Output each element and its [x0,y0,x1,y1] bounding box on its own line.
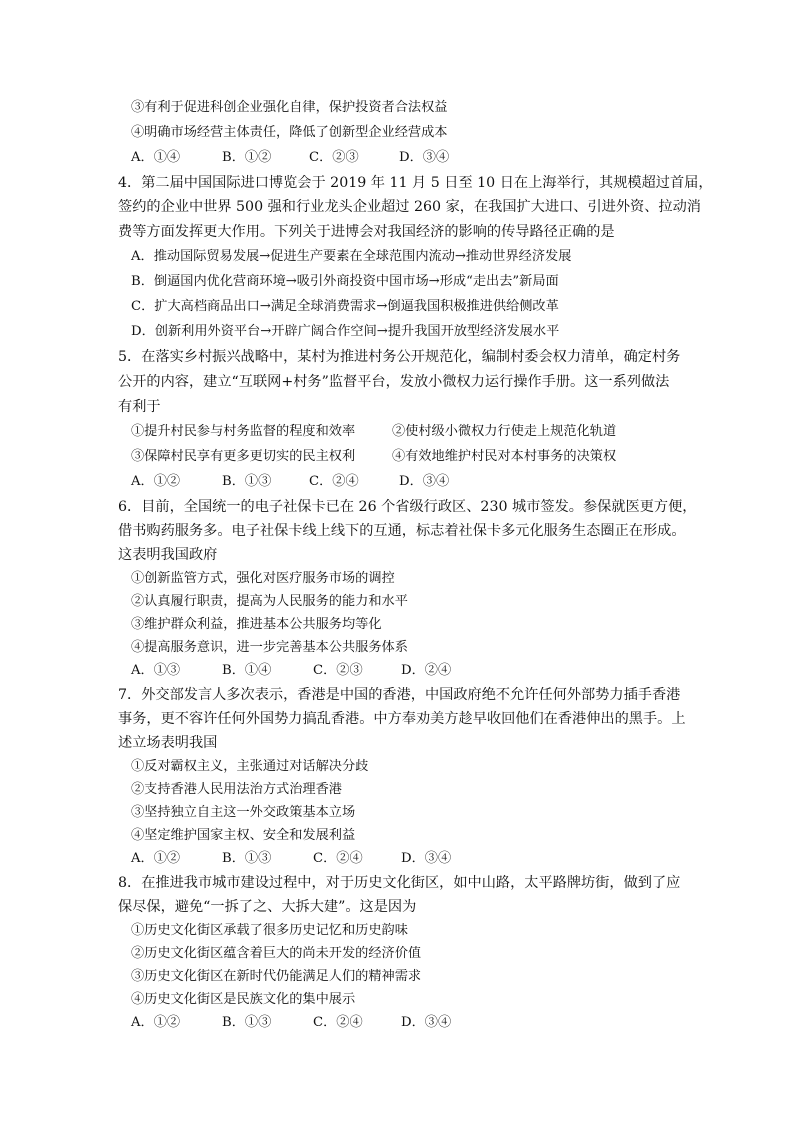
q4-option-c: C．扩大高档商品出口→满足全球消费需求→倒逼我国积极推进供给侧改革 [131,299,559,314]
q7-option-b: B．①③ [222,851,272,866]
q3-option-c: C．②③ [309,150,359,165]
q8-statement-2: ②历史文化街区蕴含着巨大的尚未开发的经济价值 [131,946,422,961]
q8-statement-3: ③历史文化街区在新时代仍能满足人们的精神需求 [131,969,422,984]
q7-statement-4: ④坚定维护国家主权、安全和发展利益 [131,828,356,843]
q7-stem-line2: 事务，更不容许任何外国势力搞乱香港。中方奉劝美方趁早收回他们在香港伸出的黑手。上 [118,711,686,727]
q8-stem-line2: 保尽保，避免“一拆了之、大拆大建”。这是因为 [118,899,417,915]
q4-stem-line1: 4．第二届中国国际进口博览会于 2019 年 11 月 5 日至 10 日在上海举行，其规模超过首届， [118,175,713,191]
q7-statement-1: ①反对霸权主义，主张通过对话解决分歧 [131,759,369,774]
q8-option-c: C．②④ [313,1015,363,1030]
q8-statement-1: ①历史文化街区承载了很多历史记忆和历史韵味 [131,923,408,938]
q8-option-b: B．①③ [222,1015,272,1030]
q8-stem-line1: 8．在推进我市城市建设过程中，对于历史文化街区，如中山路，太平路牌坊街，做到了应 [118,875,681,891]
q6-statement-4: ④提高服务意识，进一步完善基本公共服务体系 [131,640,408,655]
q3-statement-3: ③有利于促进科创企业强化自律，保护投资者合法权益 [131,100,448,115]
q5-statement-1: ①提升村民参与村务监督的程度和效率 [131,424,356,439]
q4-option-d: D．创新利用外资平台→开辟广阔合作空间→提升我国开放型经济发展水平 [131,324,560,339]
q7-option-a: A．①② [131,851,181,866]
q5-stem-line3: 有利于 [118,399,161,415]
q6-option-a: A．①③ [131,663,181,678]
q7-statement-3: ③坚持独立自主这一外交政策基本立场 [131,805,356,820]
q7-stem-line3: 述立场表明我国 [118,735,218,751]
q6-statement-2: ②认真履行职责，提高为人民服务的能力和水平 [131,594,408,609]
q4-stem-line2: 签约的企业中世界 500 强和行业龙头企业超过 260 家，在我国扩大进口、引进外资、拉动消 [118,199,701,215]
q5-option-a: A．①② [131,474,181,489]
q5-option-d: D．③④ [399,474,450,489]
q4-option-b: B．倒逼国内优化营商环境→吸引外商投资中国市场→形成“走出去”新局面 [131,274,559,289]
q7-option-c: C．②④ [313,851,363,866]
q8-option-a: A．①② [131,1015,181,1030]
q6-statement-3: ③维护群众利益，推进基本公共服务均等化 [131,617,382,632]
q6-option-d: D．②④ [401,663,452,678]
q5-statement-3: ③保障村民享有更多更切实的民主权利 [131,449,356,464]
q3-statement-4: ④明确市场经营主体责任，降低了创新型企业经营成本 [131,125,448,140]
q5-option-c: C．②④ [309,474,359,489]
q5-stem-line2: 公开的内容，建立“互联网+村务”监督平台，发放小微权力运行操作手册。这一系列做法 [118,374,670,390]
q4-stem-line3: 费等方面发挥更大作用。下列关于进博会对我国经济的影响的传导路径正确的是 [118,224,615,240]
q5-statement-4: ④有效地维护村民对本村事务的决策权 [392,449,617,464]
q8-option-d: D．③④ [401,1015,452,1030]
q6-stem-line1: 6．目前，全国统一的电子社保卡已在 26 个省级行政区、230 城市签发。参保就医更方便， [118,499,697,515]
q5-statement-2: ②使村级小微权力行使走上规范化轨道 [392,424,617,439]
q5-option-b: B．①③ [222,474,272,489]
q7-stem-line1: 7．外交部发言人多次表示，香港是中国的香港，中国政府绝不允许任何外部势力插手香港 [118,687,681,703]
q6-option-b: B．①④ [222,663,272,678]
q3-option-b: B．①② [222,150,272,165]
q4-option-a: A．推动国际贸易发展→促进生产要素在全球范围内流动→推动世界经济发展 [131,249,572,264]
q7-option-d: D．③④ [401,851,452,866]
q5-stem-line1: 5．在落实乡村振兴战略中，某村为推进村务公开规范化，编制村委会权力清单，确定村务 [118,349,681,365]
q6-stem-line3: 这表明我国政府 [118,547,218,563]
q6-option-c: C．②③ [313,663,363,678]
q6-statement-1: ①创新监管方式，强化对医疗服务市场的调控 [131,571,395,586]
q6-stem-line2: 借书购药服务多。电子社保卡线上线下的互通，标志着社保卡多元化服务生态圈正在形成。 [118,523,686,539]
q7-statement-2: ②支持香港人民用法治方式治理香港 [131,782,342,797]
q3-option-a: A．①④ [131,150,181,165]
q3-option-d: D．③④ [399,150,450,165]
q8-statement-4: ④历史文化街区是民族文化的集中展示 [131,992,356,1007]
